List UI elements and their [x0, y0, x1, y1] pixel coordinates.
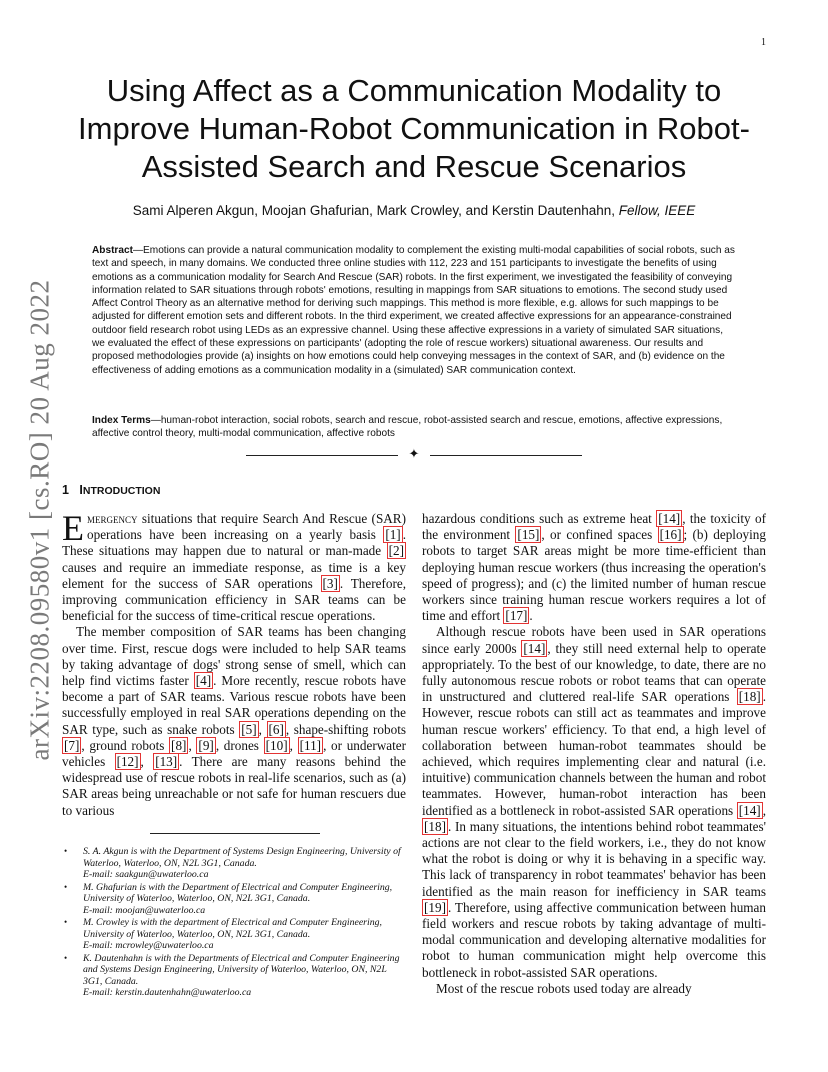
citation-link[interactable]: [11]: [299, 737, 322, 753]
page-number: 1: [761, 37, 766, 48]
paragraph: Most of the rescue robots used today are already: [436, 980, 692, 996]
paragraph-text: situations that require Search And Rescue (SAR) operations have been increasing on a yearly basis [1] . These situations may happen due to natural or man-made [2] causes and require an immediate response, as time is a key element for the success of SAR operations [3] . Therefore, improving communication efficiency in SAR teams can be beneficial for the success of time-critical rescue operations.: [62, 511, 406, 624]
section-title-initial: I: [79, 483, 83, 497]
abstract-text: —Emotions can provide a natural communication modality to complement the existing multi-modal capabilities of social robots, such as text and speech, in many domains. We conducted three online studies with 112, 223 and 151 participants to investigate the benefits of using emotions as a communication modality for Search And Rescue (SAR) robots. In the first experiment, we investigated the feasibility of conveying information related to SAR situations through robots' emotions, resulting in mappings from SAR situations to emotions. The second study used Affect Control Theory as an alternative method for deriving such mappings. This method is more flexible, e.g. allows for such mappings to be adjusted for different emotion sets and different robots. In the third experiment, we created affective expressions for an appearance-constrained outdoor field research robot using LEDs as an expressive channel. Using these affective expressions in a variety of simulated SAR situations, we evaluated the effect of these expressions on participants' (adopting the role of rescue workers) situational awareness. Our results and proposed methodologies provide (a) insights on how emotions could help conveying messages in the context of SAR, and (b) evidence on the effectiveness of adding emotions as a communication modality in a (simulated) SAR communication context.: [92, 245, 735, 376]
footnote-email: E-mail: saakgun@uwaterloo.ca: [83, 869, 209, 880]
lead-word: mergency: [87, 511, 138, 526]
drop-cap: E: [62, 508, 84, 548]
paragraph: Although rescue robots have been used in SAR operations since early 2000s [14] , they still need external help to operate appropriately. To the best of our knowledge, to date, there are no fully autonomous rescue robots or robot teams that can operate in unstructured and cluttered real-life SAR operations [18] . However, rescue robots can still act as teammates and improve human rescue workers' efficiency. To that end, a high level of collaboration between human-robot teammates should be achieved, which requires implementing clear and natural (i.e. intuitive) communication channels between the human and robot teammates. However, human-robot interaction has been identified as a bottleneck in robot-assisted SAR operations [14] , [18] . In many situations, the intentions behind robot teammates' actions are not clear to the field workers, i.e., they do not know what the robot is doing or why it is behaving in a specific way. This lack of transparency in robot teammates' behavior has been identified as the main reason for inefficiency in SAR teams [19] . Therefore, using affective communication between human field workers and rescue robots by taking advantage of multi-modal communication and developing alternative modalities for robot to human communication might help overcome this bottleneck in robot-assisted SAR operations.: [422, 624, 766, 980]
footnote-item: • S. A. Akgun is with the Department of Systems Design Engineering, University of Waterloo, Waterloo, ON, N2L 3G1, Canada. E-mail: saakgun@uwaterloo.ca: [62, 846, 406, 881]
arxiv-id: arXiv:2208.09580v1 [cs.RO] 20 Aug 2022: [24, 279, 55, 761]
citation-link[interactable]: [14]: [523, 640, 546, 656]
footnote-email: E-mail: mcrowley@uwaterloo.ca: [83, 940, 214, 951]
section-title-rest: NTRODUCTION: [82, 485, 161, 497]
paragraph: hazardous conditions such as extreme heat [14] , the toxicity of the environment [15] , or confined spaces [16] ; (b) deploying robots to target SAR areas might be more time-efficient than deploying human rescue workers (thus increasing the operation's speed of progress); and (c) the limited number of human rescue workers since training human rescue workers requires a lot of time and effort [17] .: [422, 511, 766, 624]
abstract: [92, 244, 738, 377]
author-footnotes: [62, 846, 406, 1000]
author-list: [60, 203, 768, 218]
abstract-label: Abstract: [92, 245, 133, 256]
citation-link[interactable]: [12]: [116, 754, 139, 770]
citation-link[interactable]: [10]: [265, 737, 288, 753]
citation-link[interactable]: [19]: [424, 899, 446, 915]
footnote-email: E-mail: kerstin.dautenhahn@uwaterloo.ca: [83, 987, 252, 998]
citation-link[interactable]: [18]: [424, 818, 446, 834]
citation-link[interactable]: [8]: [171, 737, 187, 753]
citation-link[interactable]: [4]: [195, 673, 212, 689]
citation-link[interactable]: [1]: [385, 527, 401, 543]
citation-link[interactable]: [9]: [198, 737, 214, 753]
index-terms-label: Index Terms: [92, 415, 151, 426]
author-names: Sami Alperen Akgun, Moojan Ghafurian, Mark Crowley, and Kerstin Dautenhahn,: [132, 203, 619, 218]
citation-link[interactable]: [7]: [64, 737, 80, 753]
index-terms: [92, 414, 738, 441]
citation-link[interactable]: [6]: [268, 721, 284, 737]
citation-link[interactable]: [13]: [155, 754, 178, 770]
citation-link[interactable]: [18]: [738, 689, 761, 705]
citation-link[interactable]: [2]: [388, 543, 404, 559]
citation-link[interactable]: [3]: [322, 575, 338, 591]
footnote-rule: [150, 833, 320, 834]
citation-link[interactable]: [14]: [658, 511, 681, 526]
section-number: 1: [62, 483, 69, 497]
section-divider: [246, 447, 582, 462]
paragraph: [62, 508, 406, 624]
footnote-item: • M. Ghafurian is with the Department of Electrical and Computer Engineering, University of Waterloo, Waterloo, ON, N2L 3G1, Canada. E-mail: moojan@uwaterloo.ca: [62, 882, 406, 917]
arxiv-stamp: [20, 280, 60, 760]
paragraph: The member composition of SAR teams has been changing over time. First, rescue dogs were included to help SAR teams by taking advantage of dogs' strong sense of smell, which can help find victims faster [4] . More recently, rescue robots have become a part of SAR teams. Various rescue robots have been successfully employed in real SAR operations depending on the SAR type, such as snake robots [5] , [6] , shape-shifting robots [7] , ground robots [8] , [9] , drones [10] , [11] , or underwater vehicles [12] , [13] . There are many reasons behind the widespread use of rescue robots in real-life scenarios, such as (a) SAR areas being unreachable or not safe for human rescuers due to various: [62, 624, 407, 818]
citation-link[interactable]: [15]: [517, 527, 540, 543]
author-fellow: Fellow, IEEE: [618, 203, 696, 218]
footnote-item: • M. Crowley is with the department of Electrical and Computer Engineering, University of Waterloo, Waterloo, ON, N2L 3G1, Canada. E-mail: mcrowley@uwaterloo.ca: [62, 917, 406, 952]
section-heading: [62, 483, 160, 497]
citation-link[interactable]: [5]: [241, 721, 257, 737]
diamond-icon: ✦: [408, 447, 420, 462]
citation-link[interactable]: [14]: [738, 802, 761, 818]
left-column: [62, 508, 407, 819]
paper-title: Using Affect as a Communication Modality to Improve Human-Robot Communication in Robot-Assisted Search and Rescue Scenarios: [78, 73, 750, 184]
right-column: [422, 511, 766, 997]
footnote-email: E-mail: moojan@uwaterloo.ca: [83, 904, 206, 916]
citation-link[interactable]: [17]: [505, 608, 528, 624]
citation-link[interactable]: [16]: [659, 527, 682, 543]
footnote-item: • K. Dautenhahn is with the Departments of Electrical and Computer Engineering and Systems Design Engineering, University of Waterloo, Waterloo, ON, N2L 3G1, Canada. E-mail: kerstin.dautenhahn@uwaterloo.ca: [62, 953, 406, 999]
index-terms-text: —human-robot interaction, social robots, search and rescue, robot-assisted search and rescue, emotions, affective expressions, affective control theory, multi-modal communication, affective robots: [92, 415, 723, 440]
